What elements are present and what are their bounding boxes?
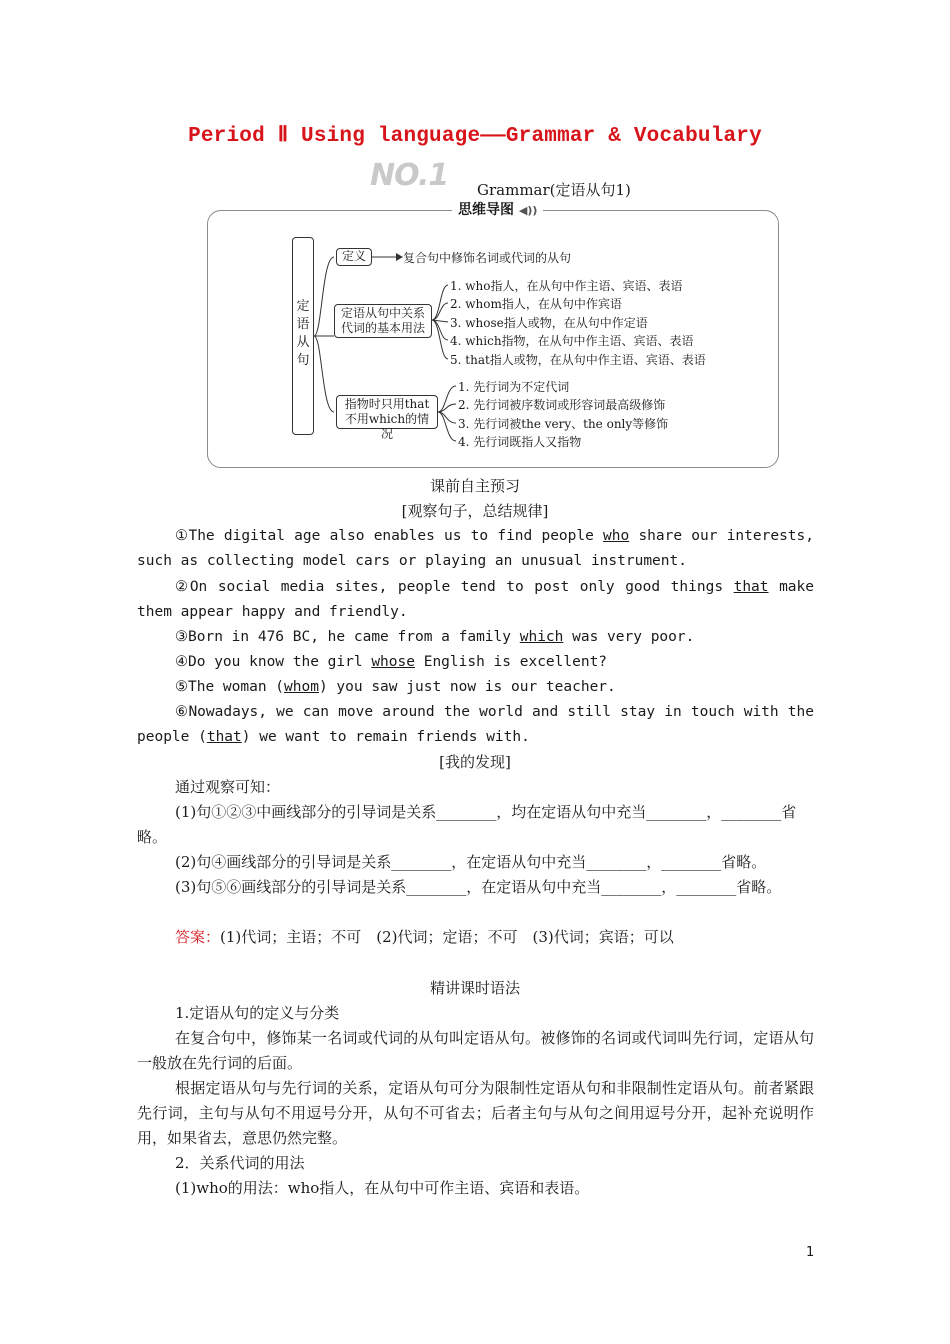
underlined-pronoun: that	[206, 729, 242, 745]
paragraph-3: (1)who的用法：who指人，在从句中可作主语、宾语和表语。	[175, 1179, 590, 1197]
answer-label: 答案：	[175, 928, 221, 946]
example-sentence-6	[137, 700, 814, 750]
underlined-pronoun: that	[733, 579, 769, 595]
question-1: (1)句①②③中画线部分的引导词是关系________，均在定语从句中充当________，________省略。	[137, 803, 797, 846]
sentence-text: ④Do you know the girl	[175, 654, 372, 670]
mindmap-leaf: 5. that指人或物，在从句中作主语、宾语、表语	[450, 353, 706, 367]
sentence-text: ⑤The woman (	[175, 679, 285, 695]
lecture-heading: 精讲课时语法	[429, 979, 520, 997]
example-sentence-4	[137, 650, 814, 675]
paragraph-1-heading: 1.定语从句的定义与分类	[175, 1004, 340, 1022]
branch-label: 定语从句中关系代词的基本用法	[340, 306, 425, 335]
page-number: 1	[806, 1245, 815, 1260]
mindmap-leaf: 3. whose指人或物，在从句中作定语	[450, 316, 648, 330]
underlined-pronoun: whom	[284, 679, 319, 695]
example-sentence-3	[137, 625, 814, 650]
question-2: (2)句④画线部分的引导词是关系________，在定语从句中充当________，________省略。	[175, 853, 767, 871]
sentence-text: make them appear happy and friendly.	[137, 579, 814, 620]
page-title: Period Ⅱ Using language——Grammar & Vocabulary	[188, 125, 762, 148]
paragraph-1: 在复合句中，修饰某一名词或代词的从句叫定语从句。被修饰的名词或代词叫先行词，定语从句一般放在先行词的后面。	[137, 1029, 814, 1072]
mindmap-leaf: 4. 先行词既指人又指物	[458, 435, 582, 449]
sentence-text: English is excellent?	[414, 654, 608, 670]
discover-heading: [我的发现]	[439, 753, 511, 771]
mindmap-label-text: 思维导图	[458, 202, 514, 218]
underlined-pronoun: whose	[371, 654, 415, 670]
discover-intro: 通过观察可知：	[175, 778, 281, 796]
mindmap-root	[292, 237, 314, 435]
paragraph-2: 根据定语从句与先行词的关系，定语从句可分为限制性定语从句和非限制性定语从句。前者紧跟先行词，主句与从句不用逗号分开，从句不可省去；后者主句与从句之间用逗号分开，起补充说明作用，如果省去，意思仍然完整。	[137, 1079, 814, 1147]
mindmap-leaf: 2. 先行词被序数词或形容词最高级修饰	[458, 398, 666, 412]
example-sentence-1	[137, 524, 814, 574]
mindmap-leaf: 1. 先行词为不定代词	[458, 380, 570, 394]
no1-logo: NO.1	[370, 158, 449, 193]
answer-text: (1)代词；主语；不可 (2)代词；定语；不可 (3)代词；宾语；可以	[220, 928, 674, 946]
mindmap-leaf: 复合句中修饰名词或代词的从句	[403, 251, 572, 265]
mindmap-root-text: 定语从句	[296, 299, 310, 368]
mindmap-branch-relative-pronouns	[334, 304, 432, 338]
paragraph-3-heading: 2．关系代词的用法	[175, 1154, 305, 1172]
underlined-pronoun: who	[603, 528, 630, 544]
sentence-text: was very poor.	[563, 629, 695, 645]
mindmap-leaf: 2. whom指人，在从句中作宾语	[450, 297, 622, 311]
sentence-text: ③Born in 476 BC, he came from a family	[175, 629, 520, 645]
mindmap-branch-that-only	[336, 395, 438, 441]
underlined-pronoun: which	[519, 629, 564, 645]
example-sentence-5	[137, 675, 814, 700]
section-heading: Grammar(定语从句1)	[477, 181, 631, 199]
sentence-text: share our interests, such as collecting model cars or playing an unusual instrument.	[137, 528, 814, 569]
mindmap-leaf: 3. 先行词被the very、the only等修饰	[458, 417, 669, 431]
preview-heading: 课前自主预习	[429, 477, 520, 495]
question-3: (3)句⑤⑥画线部分的引导词是关系________，在定语从句中充当________，________省略。	[175, 878, 782, 896]
mindmap-leaf: 4. which指物，在从句中作主语、宾语、表语	[450, 334, 694, 348]
mindmap-branch-definition	[336, 248, 372, 266]
answer-line	[137, 925, 814, 950]
sentence-text: ⑥Nowadays, we can move around the world and still stay in touch with the people (	[137, 704, 814, 745]
sentence-text: ②On social media sites, people tend to post only good things	[175, 579, 734, 595]
example-sentence-2	[137, 575, 814, 625]
speaker-icon: ◀))	[518, 204, 538, 217]
sentence-text: ) we want to remain friends with.	[241, 729, 530, 745]
branch-label: 指物时只用that不用which的情况	[344, 397, 430, 441]
sentence-text: ) you saw just now is our teacher.	[318, 679, 616, 695]
sentence-text: ①The digital age also enables us to find people	[175, 528, 604, 544]
observe-heading: [观察句子，总结规律]	[401, 502, 549, 520]
branch-label: 定义	[341, 249, 366, 263]
mindmap-leaf: 1. who指人，在从句中作主语、宾语、表语	[450, 279, 683, 293]
